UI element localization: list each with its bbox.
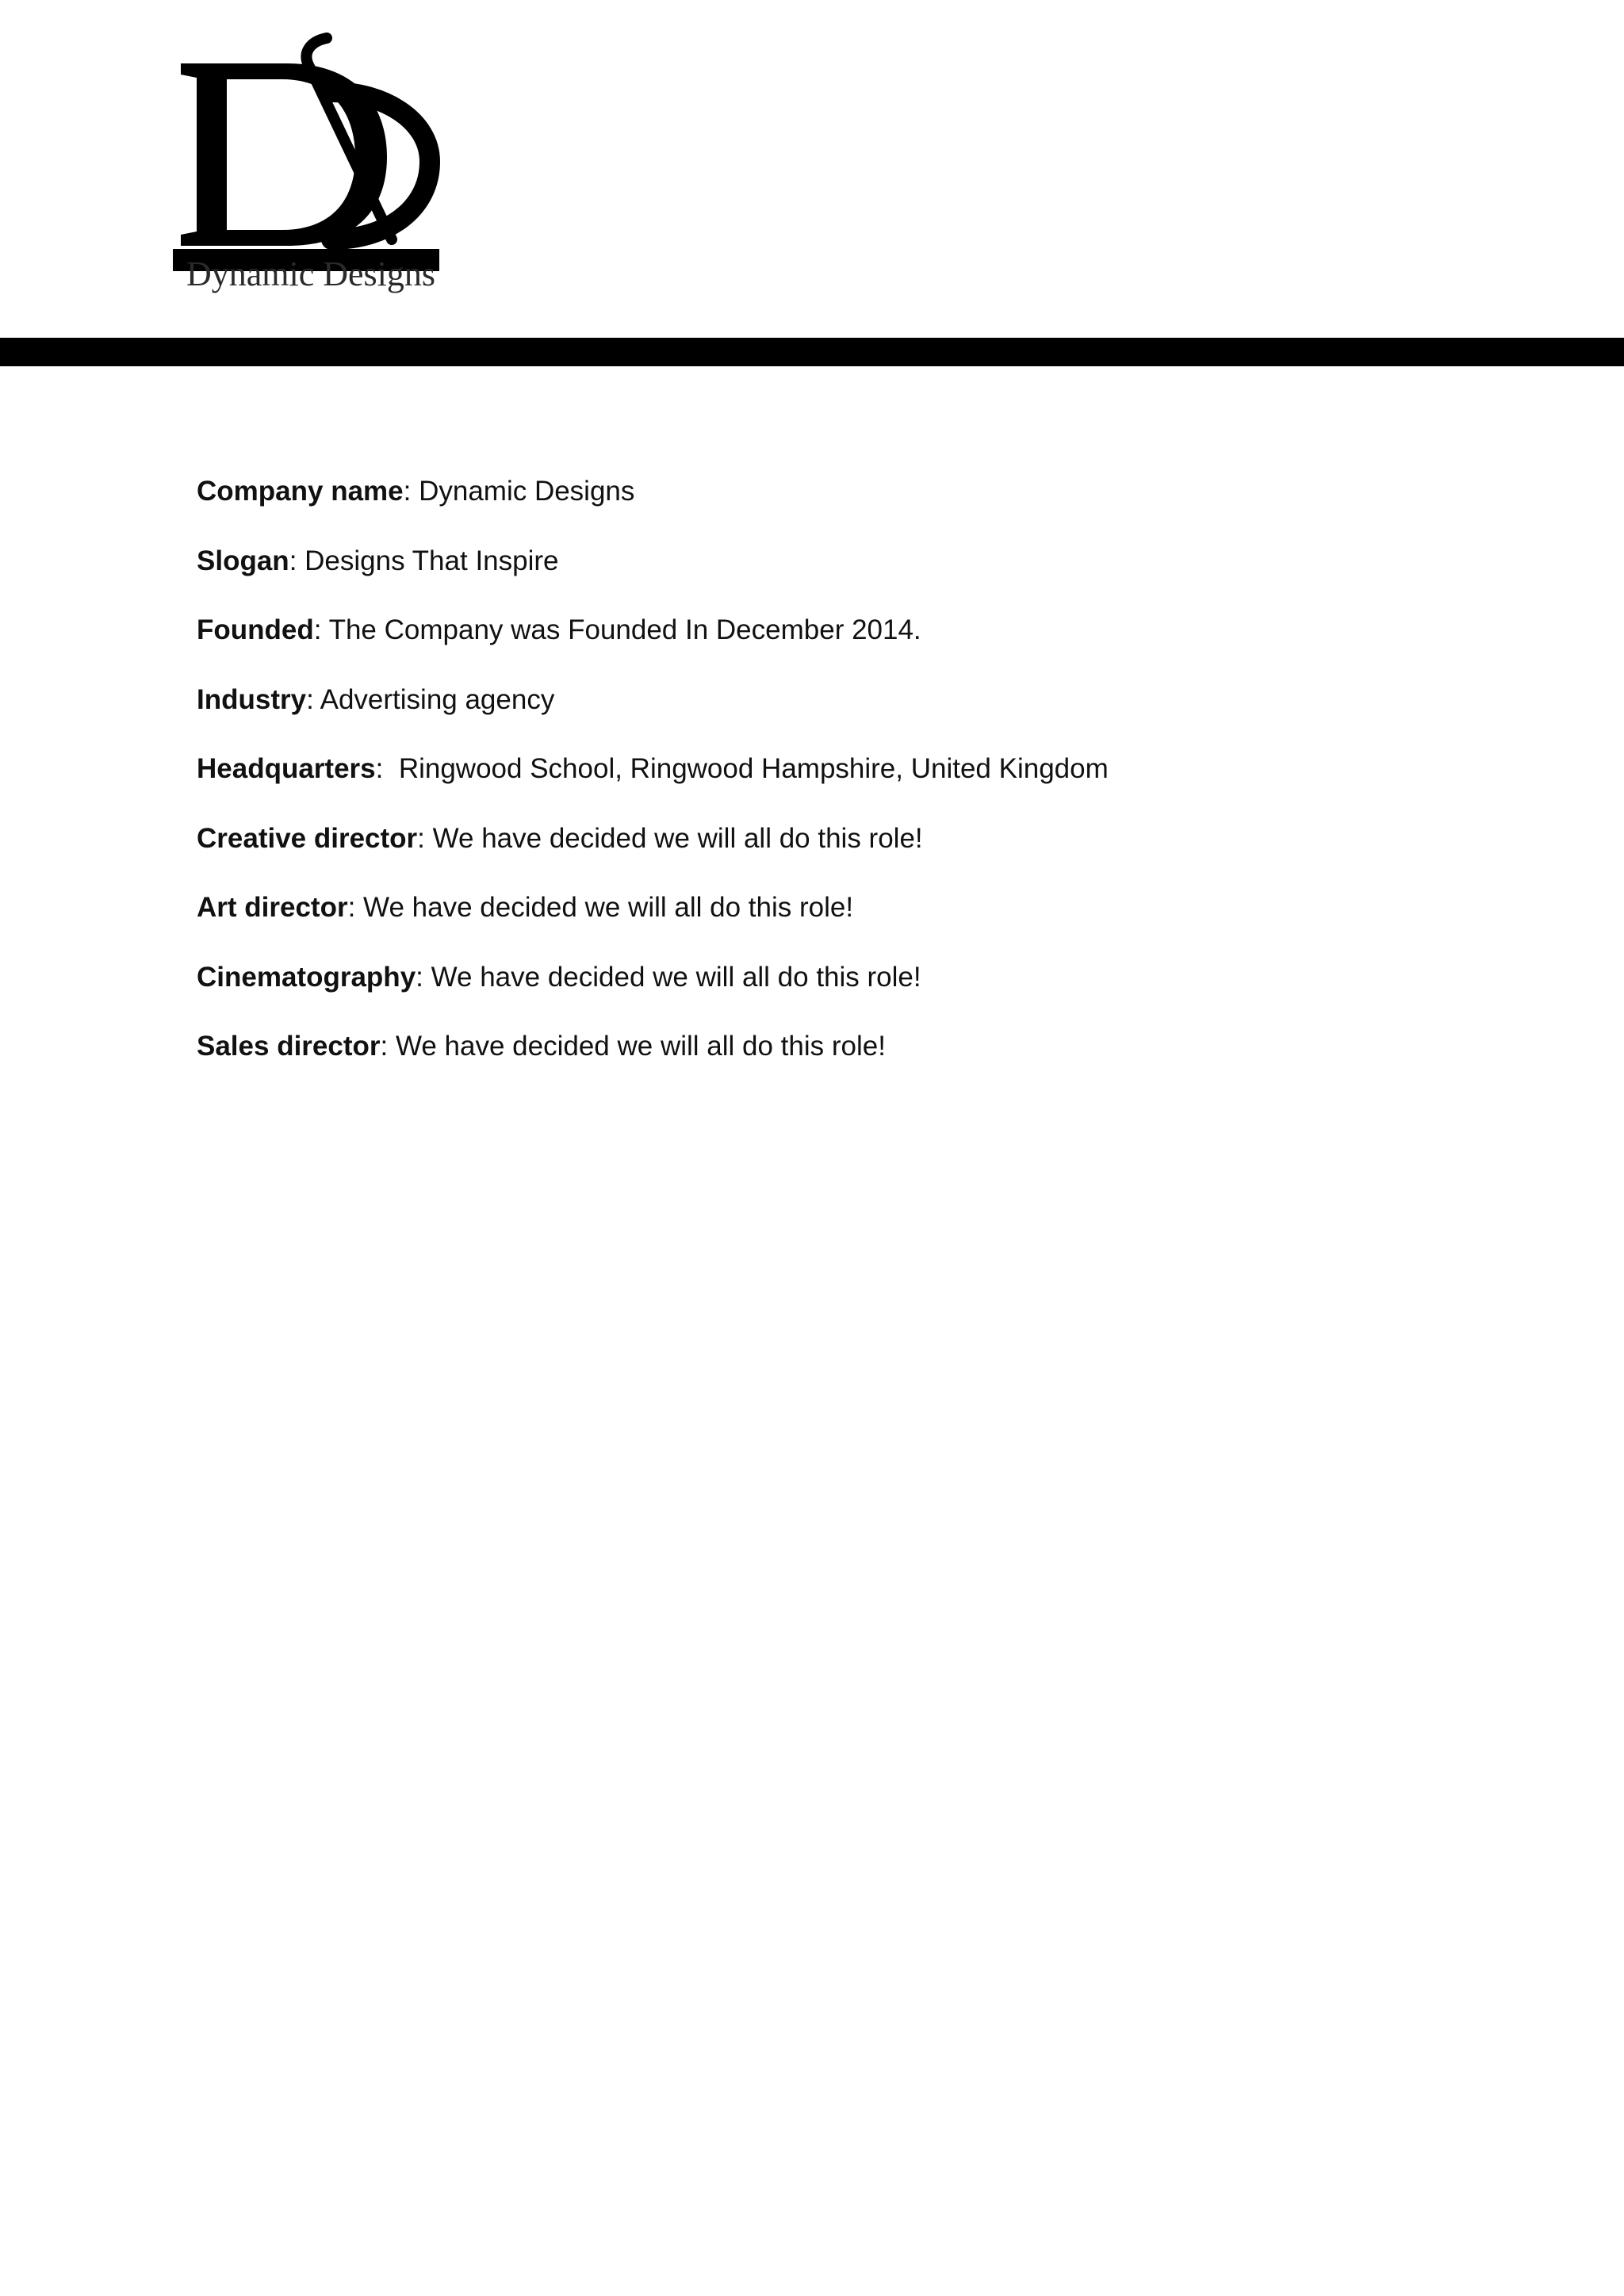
field-value: Advertising agency bbox=[320, 683, 555, 715]
company-logo bbox=[168, 32, 454, 301]
field-label: Creative director bbox=[197, 822, 418, 854]
field-value: Ringwood School, Ringwood Hampshire, United Kingdom bbox=[398, 753, 1109, 784]
field-label: Cinematography bbox=[197, 961, 416, 993]
field-label: Company name bbox=[197, 476, 404, 507]
field-value: The Company was Founded In December 2014. bbox=[328, 614, 921, 645]
field-industry: Industry: Advertising agency bbox=[197, 683, 555, 715]
field-creative-director: Creative director: We have decided we will all do this role! bbox=[197, 822, 923, 854]
field-sales-director: Sales director: We have decided we will all do this role! bbox=[197, 1031, 886, 1062]
field-label: Founded bbox=[197, 614, 314, 645]
field-label: Art director bbox=[197, 892, 348, 923]
field-company-name: Company name: Dynamic Designs bbox=[197, 476, 635, 507]
field-label: Industry bbox=[197, 683, 307, 715]
field-value: Designs That Inspire bbox=[304, 545, 559, 576]
header-divider bbox=[0, 338, 1624, 366]
company-details-list bbox=[197, 468, 1465, 1093]
field-label: Sales director bbox=[197, 1031, 381, 1062]
field-headquarters: Headquarters: Ringwood School, Ringwood Hampshire, United Kingdom bbox=[197, 753, 1109, 784]
field-value: Dynamic Designs bbox=[419, 476, 635, 507]
logo-wordmark: Dynamic Designs bbox=[186, 254, 436, 293]
field-slogan: Slogan: Designs That Inspire bbox=[197, 545, 559, 576]
field-label: Headquarters bbox=[197, 753, 376, 784]
field-cinematography: Cinematography: We have decided we will all do this role! bbox=[197, 961, 921, 993]
field-value: We have decided we will all do this role! bbox=[432, 822, 923, 854]
field-label: Slogan bbox=[197, 545, 289, 576]
field-art-director: Art director: We have decided we will all do this role! bbox=[197, 892, 854, 923]
field-founded: Founded: The Company was Founded In December 2014. bbox=[197, 614, 921, 645]
field-value: We have decided we will all do this role! bbox=[431, 961, 921, 993]
field-value: We have decided we will all do this role! bbox=[395, 1031, 886, 1062]
field-value: We have decided we will all do this role! bbox=[363, 892, 854, 923]
